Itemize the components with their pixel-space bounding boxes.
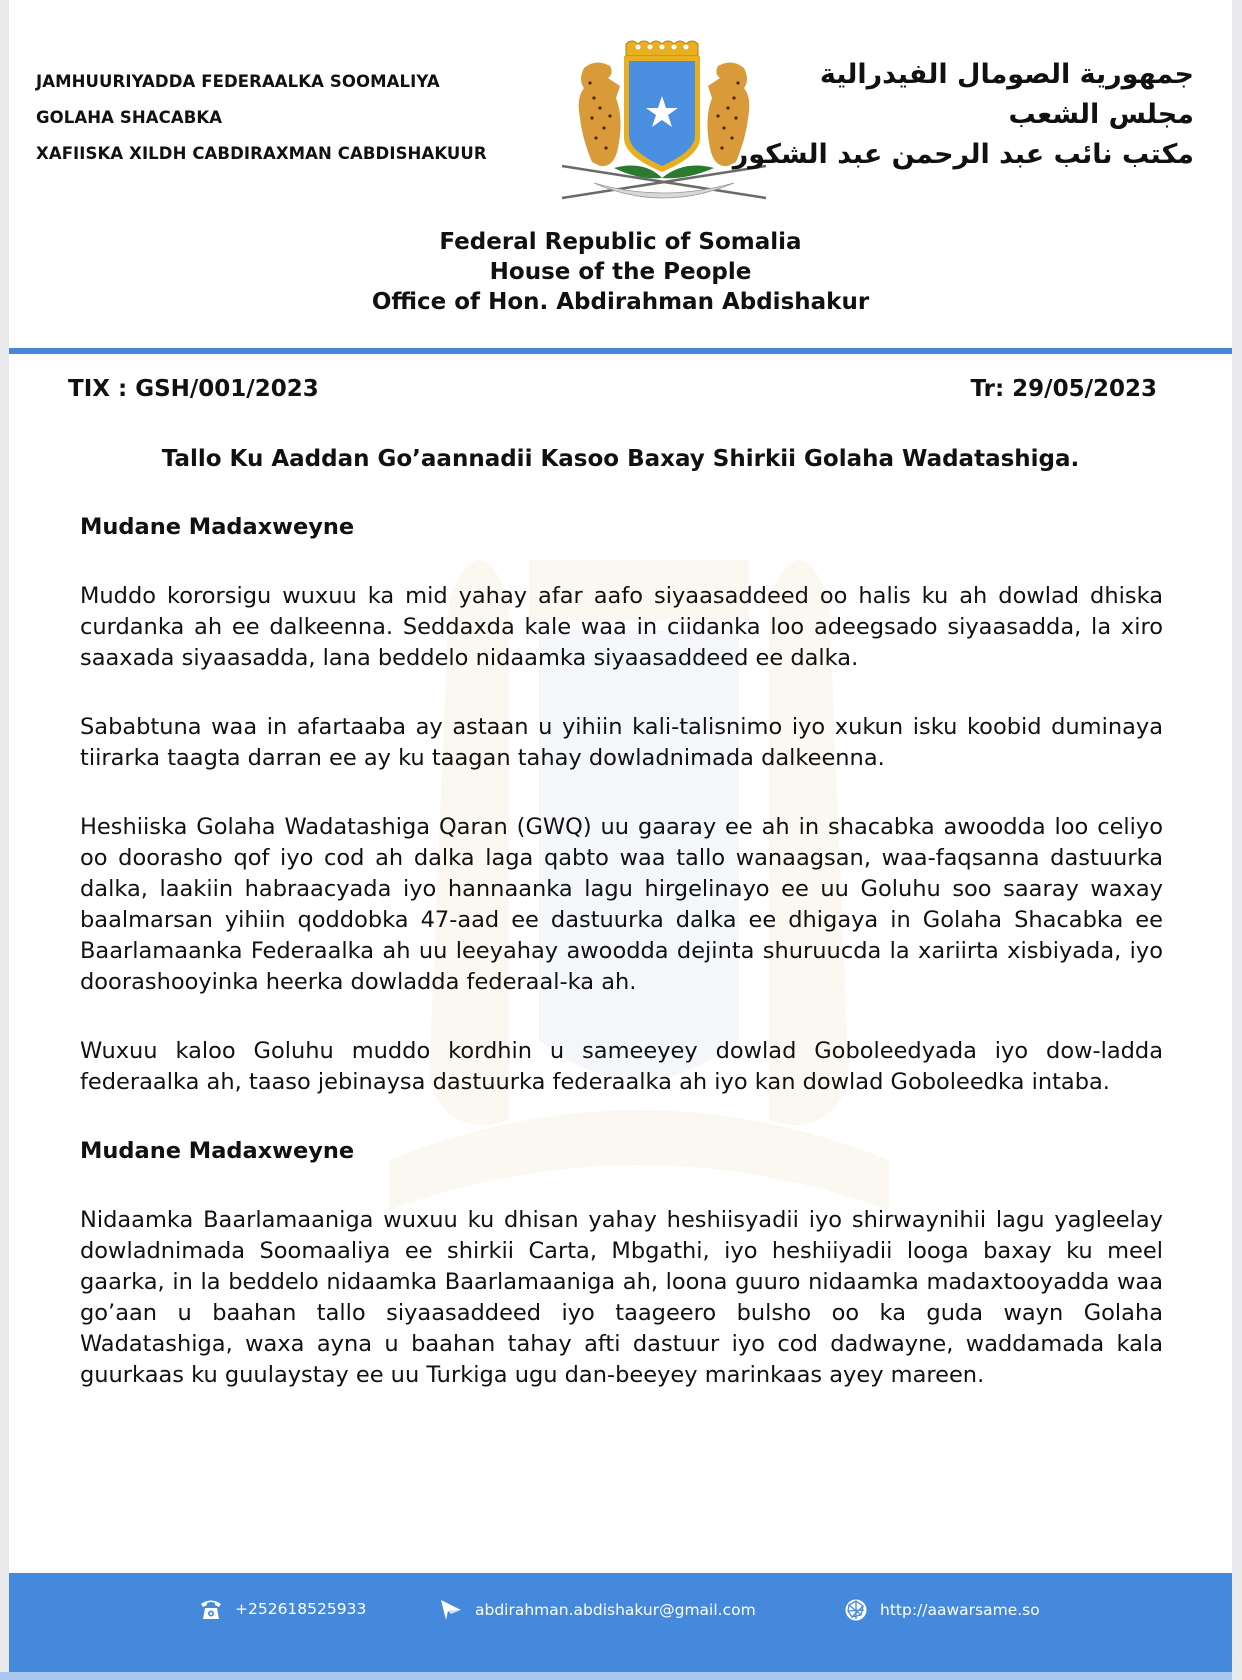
contact-footer <box>9 1573 1232 1672</box>
salutation: Mudane Madaxweyne <box>80 514 355 540</box>
letterhead-english-line: Office of Hon. Abdirahman Abdishakur <box>371 289 870 315</box>
letter-subject: Tallo Ku Aaddan Go’aannadii Kasoo Baxay Shirkii Golaha Wadatashiga. <box>161 446 1080 472</box>
letterhead-arabic <box>733 55 1194 175</box>
telephone-icon <box>199 1598 223 1620</box>
letter-date: Tr: 29/05/2023 <box>970 376 1157 402</box>
website-url: http://aawarsame.so <box>880 1601 1040 1619</box>
body-paragraph: Heshiiska Golaha Wadatashiga Qaran (GWQ) uu gaaray ee ah in shacabka awoodda loo celiyo oo doorasho qof iyo cod ah dalka laga qabto waa tallo wanaagsan, waa-faqsanna dastuurka dalka, laakiin habraacyada iyo hannaanka lagu hirgelinayo ee uu Goluhu soo saaray waxay baalmarsan yihiin qoddobka 47-aad ee dastuurka dalka ee dhigaya in Golaha Shacabka ee Baarlamaanka Federaalka ah uu leeyahay awoodda dejinta shuruucda la xariirta xisbiyada, iyo doorashooyinka heerka dowladda federaal-ka ah. <box>80 814 1163 995</box>
letterhead-english-line: Federal Republic of Somalia <box>439 229 802 255</box>
letterhead-somali <box>36 68 487 176</box>
letterhead-english-line: House of the People <box>489 259 752 285</box>
letterhead-english <box>9 227 1232 317</box>
body-paragraph: Sababtuna waa in afartaaba ay astaan u yihiin kali-talisnimo iyo xukun isku koobid duminaya tiirarka taagta darran ee ay ku taagan tahay dowladnimada dalkeenna. <box>80 714 1163 771</box>
letterhead-somali-line: JAMHUURIYADDA FEDERAALKA SOOMALIYA <box>36 72 440 91</box>
letterhead-arabic-line: جمهورية الصومال الفيدرالية <box>819 59 1194 90</box>
paper-plane-icon <box>439 1598 463 1622</box>
header-divider <box>9 348 1232 354</box>
letter-body <box>80 512 1163 1429</box>
body-paragraph: Wuxuu kaloo Goluhu muddo kordhin u sameeyey dowlad Goboleedyada iyo dow-ladda federaalka ah, taaso jebinaysa dastuurka federaalka ah iyo kan dowlad Goboleedka intaba. <box>80 1038 1163 1095</box>
phone-number: +252618525933 <box>235 1600 367 1618</box>
letterhead-arabic-line: مكتب نائب عبد الرحمن عبد الشكور <box>732 139 1194 170</box>
letter-page <box>9 0 1232 1672</box>
body-paragraph: Muddo kororsigu wuxuu ka mid yahay afar aafo siyaasaddeed oo halis ku ah dowlad dhiska curdanka ah ee dalkeenna. Seddaxda kale waa in ciidanka loo adeegsado siyaasadda, la xiro saaxada siyaasadda, lana beddelo nidaamka siyaasaddeed ee dalka. <box>80 583 1163 671</box>
footer-website[interactable] <box>844 1598 1040 1622</box>
globe-icon <box>844 1598 868 1622</box>
body-paragraph: Nidaamka Baarlamaaniga wuxuu ku dhisan yahay heshiisyadii iyo shirwaynihii lagu yagleelay dowladnimada Soomaaliya ee shirkii Carta, Mbgathi, iyo heshiiyadii looga baxay ku meel gaarka, in la beddelo nidaamka Baarlamaaniga ah, loona guuro nidaamka madaxtooyadda waa go’aan u baahan tallo siyaasaddeed iyo taageero bulsho oo ka guda wayn Golaha Wadatashiga, waxa ayna u baahan tahay afti dastuur iyo cod dadwayne, waddamada kala guurkaas ku guulaystay ee uu Turkiga ugu dan-beeyey marinkaas ayey mareen. <box>80 1207 1163 1388</box>
email-address: abdirahman.abdishakur@gmail.com <box>475 1601 756 1619</box>
footer-phone[interactable] <box>199 1598 366 1620</box>
salutation: Mudane Madaxweyne <box>80 1138 355 1164</box>
letterhead-somali-line: GOLAHA SHACABKA <box>36 108 223 127</box>
letterhead-arabic-line: مجلس الشعب <box>1008 99 1194 130</box>
footer-email[interactable] <box>439 1598 756 1622</box>
footer-bottom-strip <box>0 1672 1232 1680</box>
reference-number: TIX : GSH/001/2023 <box>68 376 319 402</box>
letterhead-somali-line: XAFIISKA XILDH CABDIRAXMAN CABDISHAKUUR <box>36 144 487 163</box>
